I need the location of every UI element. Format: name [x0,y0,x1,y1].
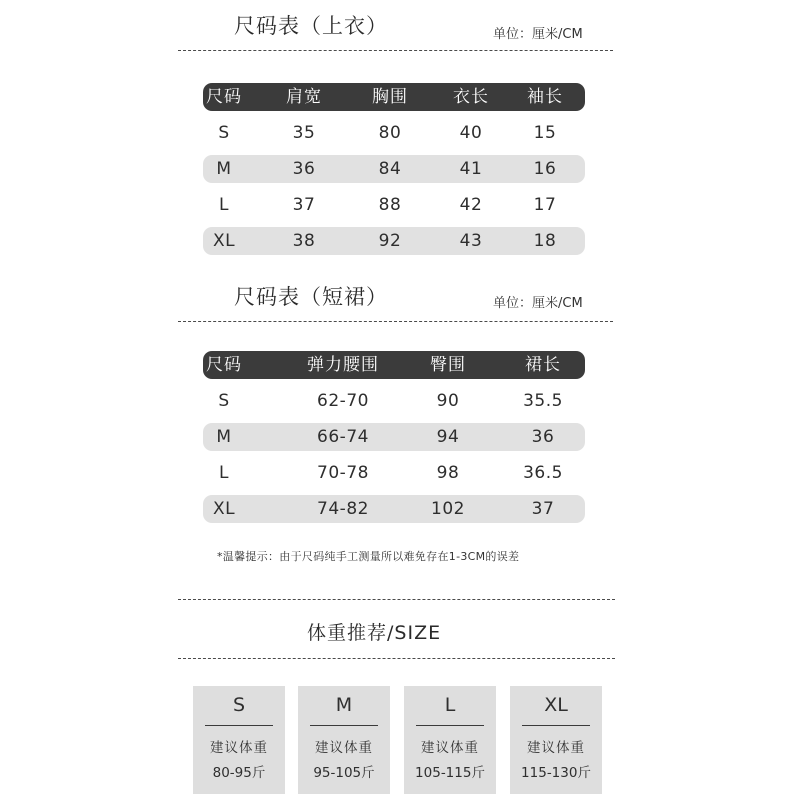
row-waist: 62-70 [317,391,369,411]
dashed-divider [178,599,615,600]
dashed-divider [178,658,615,659]
row-size: XL [212,231,236,251]
header-cell-length: 衣长 [453,87,489,107]
dashed-divider [178,50,613,51]
header-cell-sleeve: 袖长 [527,87,563,107]
table-row [203,459,585,487]
header-cell-waist: 弹力腰围 [307,355,379,375]
row-waist: 74-82 [317,499,369,519]
row-sleeve: 15 [533,123,557,143]
card-label: 建议体重 [315,740,373,756]
row-length: 41 [459,159,483,179]
row-hip: 90 [436,391,460,411]
row-length: 43 [459,231,483,251]
row-length: 40 [459,123,483,143]
row-shoulder: 38 [292,231,316,251]
measurement-tip: *温馨提示：由于尺码纯手工测量所以难免存在1-3CM的误差 [217,550,520,563]
weight-card-m [298,686,390,794]
table-row [203,423,585,451]
card-range: 115-130斤 [521,765,591,781]
header-cell-bust: 胸围 [372,87,408,107]
header-cell-size: 尺码 [206,87,242,107]
card-size: L [444,694,456,716]
skirt-table-title: 尺码表（短裙） [234,285,388,309]
card-range: 105-115斤 [415,765,485,781]
skirt-table-unit: 单位：厘米/CM [493,296,583,311]
row-size: S [218,123,230,143]
row-bust: 88 [378,195,402,215]
header-cell-hip: 臀围 [430,355,466,375]
table-row [203,227,585,255]
card-range: 80-95斤 [212,765,266,781]
row-bust: 84 [378,159,402,179]
row-size: M [216,427,232,447]
card-size: XL [544,694,568,716]
row-skirt-length: 36.5 [523,463,563,483]
row-skirt-length: 35.5 [523,391,563,411]
row-skirt-length: 37 [531,499,555,519]
row-size: XL [212,499,236,519]
top-table-unit: 单位：厘米/CM [493,27,583,42]
row-size: S [218,391,230,411]
row-waist: 66-74 [317,427,369,447]
table-row [203,495,585,523]
top-table-title: 尺码表（上衣） [234,14,388,38]
card-label: 建议体重 [527,740,585,756]
row-shoulder: 35 [292,123,316,143]
table-row [203,119,585,147]
card-size: S [232,694,246,716]
card-divider [310,725,378,726]
skirt-size-table [203,351,585,531]
row-length: 42 [459,195,483,215]
header-cell-shoulder: 肩宽 [286,87,322,107]
card-divider [416,725,484,726]
row-shoulder: 36 [292,159,316,179]
row-size: L [219,463,229,483]
row-skirt-length: 36 [531,427,555,447]
row-bust: 80 [378,123,402,143]
row-size: M [216,159,232,179]
card-divider [522,725,590,726]
row-hip: 98 [436,463,460,483]
table-row [203,191,585,219]
row-waist: 70-78 [317,463,369,483]
header-cell-skirt-length: 裙长 [525,355,561,375]
row-shoulder: 37 [292,195,316,215]
row-size: L [219,195,229,215]
table-row [203,155,585,183]
weight-card-s [193,686,285,794]
card-range: 95-105斤 [313,765,375,781]
weight-title: 体重推荐/SIZE [307,622,442,644]
table-row [203,387,585,415]
row-sleeve: 17 [533,195,557,215]
weight-card-l [404,686,496,794]
table-header-row [203,83,585,111]
top-size-table [203,83,585,263]
row-sleeve: 16 [533,159,557,179]
dashed-divider [178,321,613,322]
header-cell-size: 尺码 [206,355,242,375]
card-label: 建议体重 [210,740,268,756]
row-sleeve: 18 [533,231,557,251]
card-size: M [335,694,353,716]
row-hip: 102 [431,499,465,519]
table-header-row [203,351,585,379]
card-divider [205,725,273,726]
row-bust: 92 [378,231,402,251]
card-label: 建议体重 [421,740,479,756]
weight-card-xl [510,686,602,794]
row-hip: 94 [436,427,460,447]
